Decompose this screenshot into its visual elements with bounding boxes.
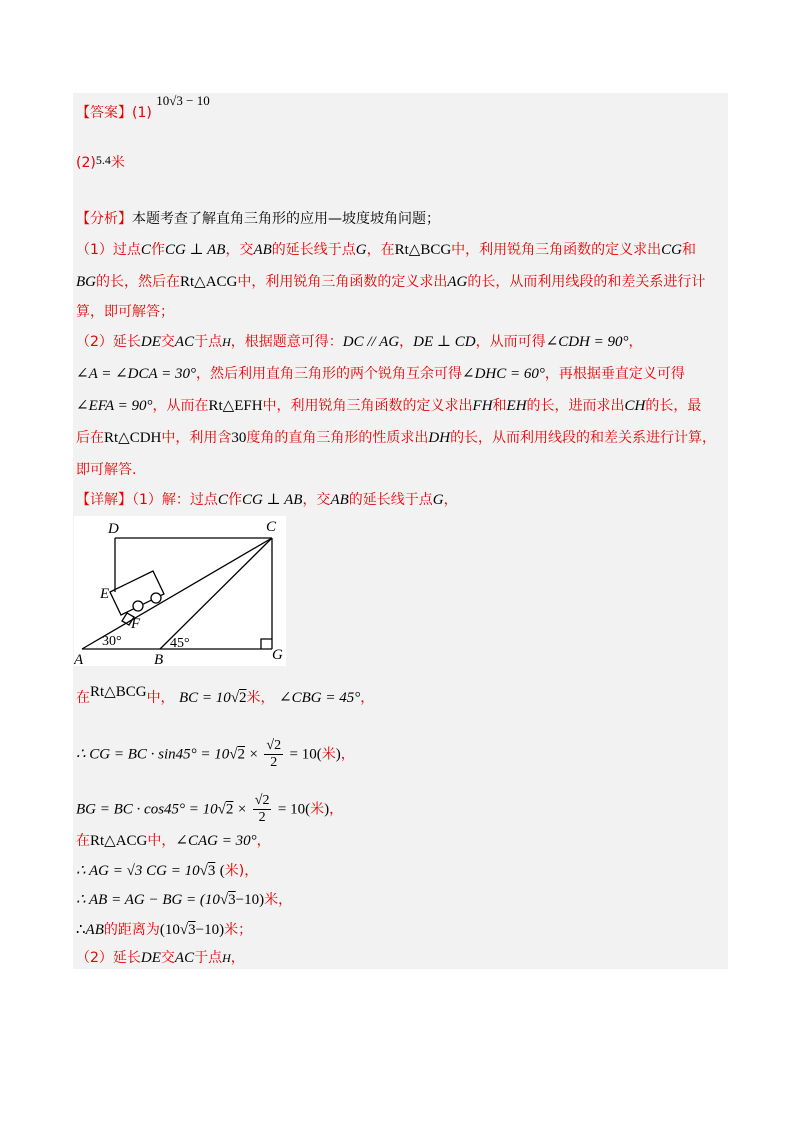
detail-step-2: ∴ CG = BC · sin45° = 10√2 × $\frac{√2}{2}$ = 10(米)，	[76, 738, 355, 770]
detail-step-3: BG = BC · cos45° = 10√2 × $\frac{√2}{2}$ = 10(米)，	[76, 793, 344, 825]
detail-step-6: ∴ AB = AG − BG = (10√3−10)米，	[76, 892, 293, 908]
detail-step-5: ∴ AG = √3 CG = 10√3 (米)，	[76, 863, 259, 879]
label-a: A	[74, 652, 84, 666]
answer-line-1: 【答案】(1) 10√3 − 10	[76, 93, 210, 121]
analysis-line-3: 算，即可解答；	[76, 304, 174, 320]
answer-line-2: (2)5.4米	[76, 153, 125, 171]
detail-line-1: 【详解】（1）解：过点C作CG ⊥ AB，交AB的延长线于点G，	[76, 492, 458, 508]
answer-2-value: 5.4	[95, 153, 111, 167]
analysis-line-2: BG的长，然后在Rt△ACG中，利用锐角三角函数的定义求出AG的长，从而利用线段的和差关系进行计	[76, 274, 706, 290]
analysis-line-1: （1）过点C作CG ⊥ AB，交AB的延长线于点G，在Rt△BCG中，利用锐角三角函数的定义求出CG和	[76, 242, 697, 258]
analysis-line-5: ∠A = ∠DCA = 30°，然后利用直角三角形的两个锐角互余可得∠DHC = 60°，再根据垂直定义可得	[76, 366, 685, 382]
fraction-sqrt2-over-2: $\frac{√2}{2}$	[266, 738, 282, 770]
analysis-tag: 【分析】	[76, 211, 132, 227]
detail-step-4: 在Rt△ACG中，∠CAG = 30°，	[76, 833, 271, 849]
label-d: D	[108, 521, 119, 537]
detail-step-8: （2）延长DE交AC于点H，	[76, 950, 245, 966]
label-f: F	[131, 616, 141, 632]
wheel-1	[133, 601, 143, 611]
detail-tag: 【详解】	[76, 492, 132, 508]
wheel-2	[151, 593, 161, 603]
label-g: G	[272, 647, 283, 663]
analysis-intro: 【分析】本题考查了解直角三角形的应用—坡度坡角问题；	[76, 211, 440, 227]
label-c: C	[266, 519, 277, 535]
label-e: E	[100, 586, 110, 602]
analysis-line-6: ∠EFA = 90°，从而在Rt△EFH中，利用锐角三角函数的定义求出FH和EH的长，进而求出CH的长，最	[76, 398, 702, 414]
analysis-line-7: 后在Rt△CDH中，利用含30度角的直角三角形的性质求出DH的长，从而利用线段的和差关系进行计算，	[76, 430, 717, 446]
angle-a-label: 30°	[102, 634, 122, 649]
detail-step-1: 在Rt△BCG中， BC = 10√2米， ∠CBG = 45°，	[76, 684, 375, 706]
answer-tag: 【答案】	[76, 105, 132, 121]
geometry-figure	[74, 516, 286, 666]
label-b: B	[154, 652, 164, 666]
fraction-sqrt2-over-2: $\frac{√2}{2}$	[254, 793, 270, 825]
analysis-line-8: 即可解答.	[76, 462, 137, 478]
analysis-line-4: （2）延长DE交AC于点H，根据题意可得：DC // AG，DE ⊥ CD，从而可得∠CDH = 90°，	[76, 334, 643, 350]
angle-b-label: 45°	[170, 636, 190, 651]
answer-1-value: 10√3 − 10	[156, 93, 210, 108]
detail-step-7: ∴AB的距离为(10√3−10)米；	[76, 922, 253, 938]
